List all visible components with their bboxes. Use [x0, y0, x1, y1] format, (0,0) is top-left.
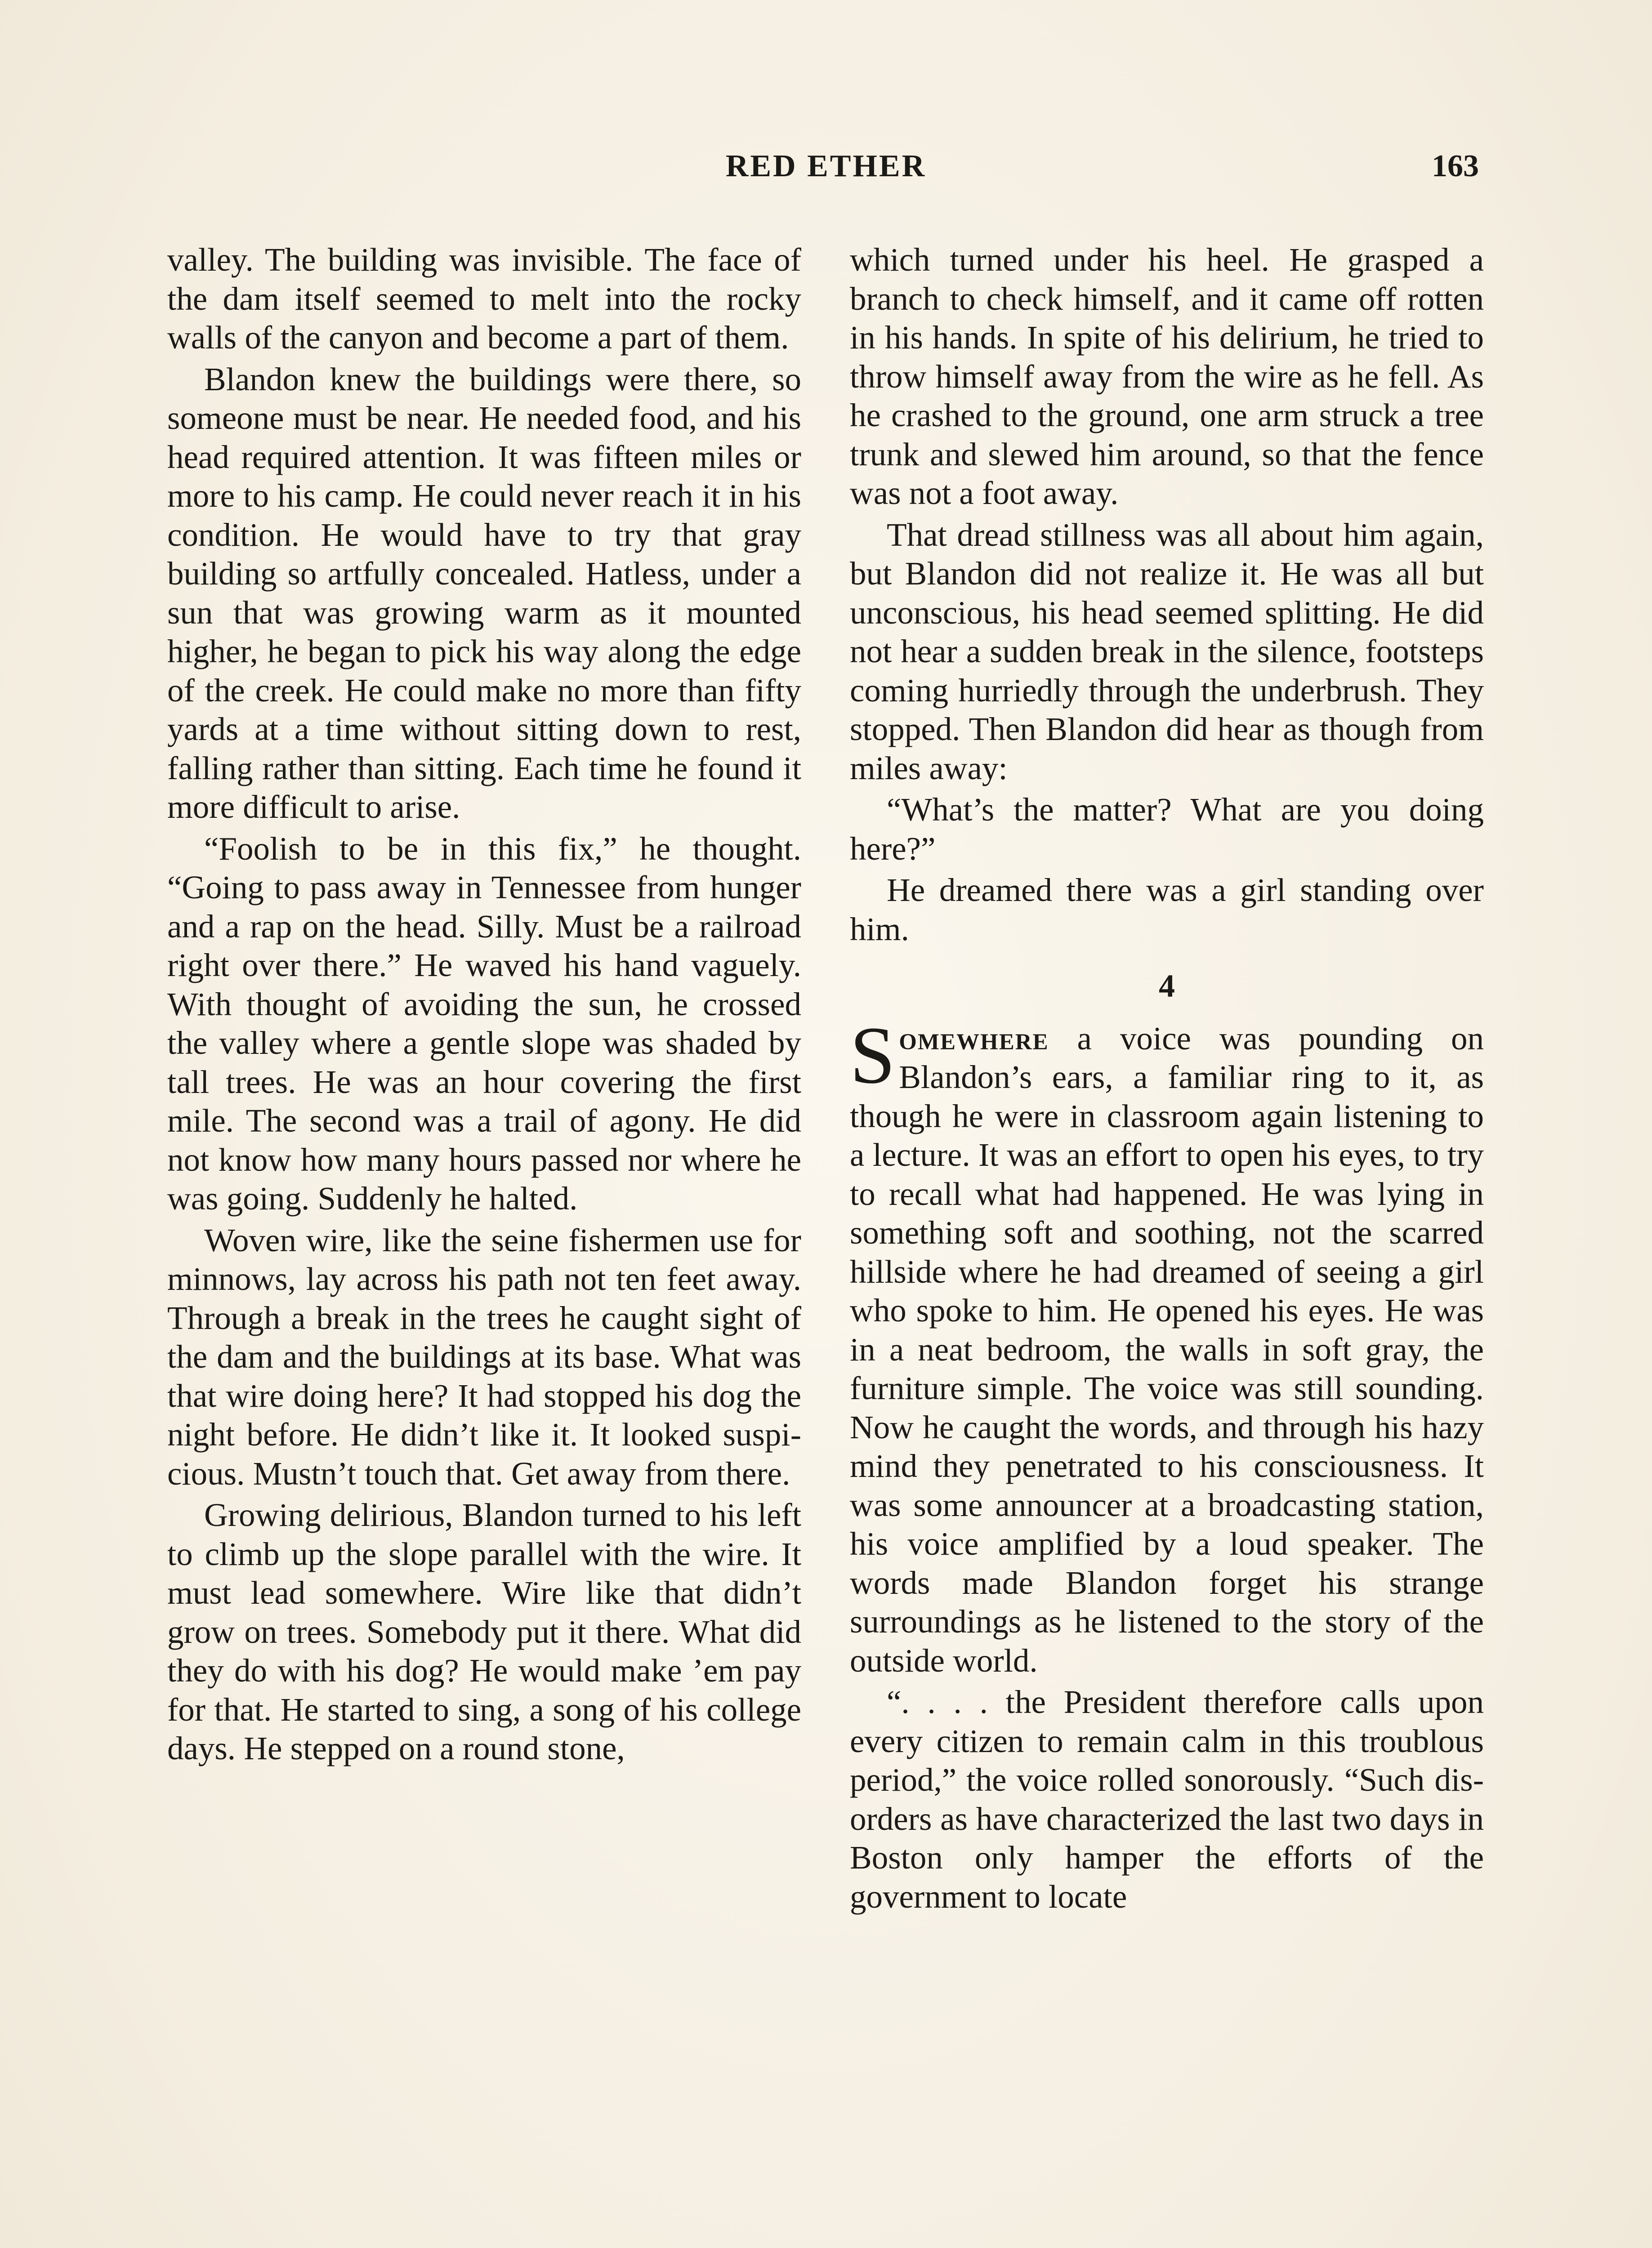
paragraph: which turned under his heel. He grasped a branch to check himself, and it came off rotten in his hands. In spite of his delirium, he tried to throw himself away from the wire as he fell. As he crashed to the ground, one arm struck a tree trunk and slewed him around, so that the fence was not a foot away.: [850, 241, 1484, 511]
paragraph-text: a voice was pounding on Blandon’s ears, a familiar ring to it, as though he were in classroom again listening to a lecture. It was an effort to open his eyes, to try to recall what had happened. He was lying in something soft and soothing, not the scarred hillside where he had dreamed of seeing a girl who spoke to him. He opened his eyes. He was in a neat bedroom, the walls in soft gray, the furniture simple. The voice was still sounding. Now he caught the words, and through his hazy mind they penetrated to his consciousness. It was some announcer at a broadcasting station, his voice amplified by a loud speaker. The words made Blandon forget his strange surroundings as he listened to the story of the outside world.: [850, 1020, 1484, 1679]
small-caps-lead: omewhere: [899, 1020, 1049, 1057]
paragraph: valley. The building was invisible. The face of the dam itself seemed to melt into the rocky walls of the canyon and become a part of them.: [167, 241, 801, 356]
paragraph: That dread stillness was all about him again, but Blandon did not realize it. He was all but unconscious, his head seemed splitting. He did not hear a sudden break in the silence, footsteps coming hurriedly through the underbrush. They stopped. Then Blandon did hear as though from miles away:: [850, 516, 1484, 786]
right-column: [850, 241, 1484, 1919]
paragraph: Woven wire, like the seine fishermen use for minnows, lay across his path not ten feet away. Through a break in the trees he caught sight of the dam and the buildings at its base. What was that wire doing here? It had stopped his dog the night before. He didn’t like it. It looked suspicious. Mustn’t touch that. Get away from there.: [167, 1222, 801, 1492]
section-opening-paragraph: [850, 1010, 1484, 1681]
page-number: 163: [1432, 149, 1479, 183]
paragraph: “Foolish to be in this fix,” he thought. “Going to pass away in Tennessee from hunger and a rap on the head. Silly. Must be a railroad right over there.” He waved his hand vaguely. With thought of avoiding the sun, he crossed the valley where a gentle slope was shaded by tall trees. He was an hour covering the first mile. The second was a trail of agony. He did not know how many hours passed nor where he was going. Suddenly he halted.: [167, 830, 801, 1217]
left-column: [167, 241, 801, 1771]
paragraph: “. . . . the President therefore calls upon every citizen to remain calm in this troublous period,” the voice rolled sonorously. “Such disorders as have characterized the last two days in Boston only hamper the efforts of the government to locate: [850, 1684, 1484, 1915]
paragraph: Blandon knew the buildings were there, so someone must be near. He needed food, and his head required attention. It was fifteen miles or more to his camp. He could never reach it in his condition. He would have to try that gray building so artfully concealed. Hatless, under a sun that was growing warm as it mounted higher, he began to pick his way along the edge of the creek. He could make no more than fifty yards at a time without sitting down to rest, falling rather than sitting. Each time he found it more difficult to arise.: [167, 361, 801, 825]
running-head-title: RED ETHER: [725, 149, 927, 183]
paragraph: He dreamed there was a girl standing over him.: [850, 872, 1484, 947]
section-number: 4: [1159, 968, 1175, 1004]
drop-cap: S: [850, 1010, 896, 1101]
paragraph: Growing delirious, Blandon turned to his left to climb up the slope parallel with the wire. It must lead somewhere. Wire like that didn’t grow on trees. Somebody put it there. What did they do with his dog? He would make ’em pay for that. He started to sing, a song of his college days. He stepped on a round stone,: [167, 1497, 801, 1766]
paragraph: “What’s the matter? What are you doing here?”: [850, 791, 1484, 867]
